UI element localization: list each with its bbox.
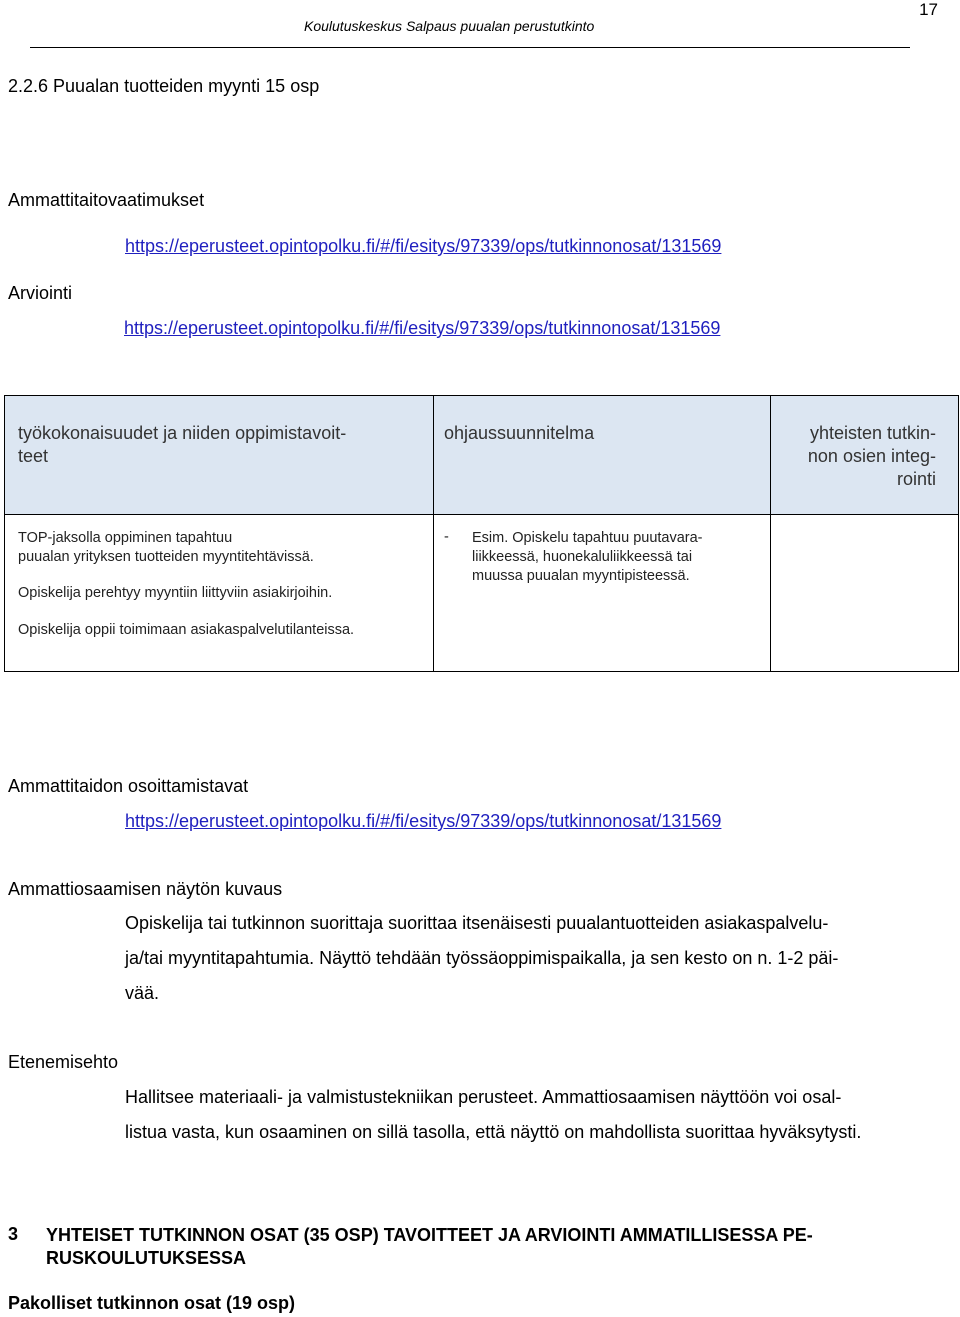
cell-work-units: TOP-jaksolla oppiminen tapahtuu puualan yrityksen tuotteiden myyntitehtävissä. Opiskelija perehtyy myyntiin liittyviin asiakirjoihin. Opiskelija oppii toimimaan asiakaspalvelutilanteissa. (5, 515, 434, 672)
cell-integration (771, 515, 959, 672)
prerequisite-text: Hallitsee materiaali- ja valmistustekniikan perusteet. Ammattiosaamisen näyttöön voi osal- listua vasta, kun osaaminen on sillä tasolla, että näyttö on mahdollista suorittaa hyväksytysti. (125, 1087, 862, 1142)
header-cell-guidance-plan: ohjaussuunnitelma (434, 396, 771, 515)
requirements-link[interactable]: https://eperusteet.opintopolku.fi/#/fi/esitys/97339/ops/tutkinnonosat/131569 (125, 236, 722, 256)
assessment-link[interactable]: https://eperusteet.opintopolku.fi/#/fi/esitys/97339/ops/tutkinnonosat/131569 (124, 318, 721, 338)
requirements-heading: Ammattitaitovaatimukset (8, 190, 205, 210)
running-header: Koulutuskeskus Salpaus puualan perustutkinto (304, 18, 595, 34)
prerequisite-heading: Etenemisehto (8, 1052, 119, 1072)
chapter-title: YHTEISET TUTKINNON OSAT (35 OSP) TAVOITTEET JA ARVIOINTI AMMATILLISESSA PE- RUSKOULUTUKSESSA (46, 1225, 813, 1268)
list-item: - Esim. Opiskelu tapahtuu puutavara- liikkeessä, huonekaluliikkeessä tai muussa puualan myyntipisteessä. (444, 529, 703, 584)
table-row (5, 515, 959, 672)
header-cell-work-units: työkokonaisuudet ja niiden oppimistavoit- teet (5, 396, 434, 515)
description-text: Opiskelija tai tutkinnon suorittaja suorittaa itsenäisesti puualantuotteiden asiakaspalvelu- ja/tai myyntitapahtumia. Näyttö tehdään työssäoppimispaikalla, ja sen kesto on n. 1-2 päi- vää. (125, 913, 839, 1003)
description-heading: Ammattiosaamisen näytön kuvaus (8, 879, 283, 899)
header-cell-integration: yhteisten tutkin- non osien integ- rointi (771, 396, 959, 515)
demonstration-heading: Ammattitaidon osoittamistavat (8, 776, 249, 796)
header-divider (30, 47, 910, 48)
page-number: 17 (919, 0, 938, 19)
table-header-row (5, 396, 959, 515)
demonstration-link[interactable]: https://eperusteet.opintopolku.fi/#/fi/esitys/97339/ops/tutkinnonosat/131569 (125, 811, 722, 831)
chapter-subheading: Pakolliset tutkinnon osat (19 osp) (8, 1293, 296, 1313)
chapter-number: 3 (8, 1224, 19, 1244)
assessment-heading: Arviointi (8, 283, 73, 303)
cell-guidance-plan (434, 515, 771, 672)
section-title: 2.2.6 Puualan tuotteiden myynti 15 osp (8, 76, 320, 96)
learning-plan-table (4, 395, 959, 672)
